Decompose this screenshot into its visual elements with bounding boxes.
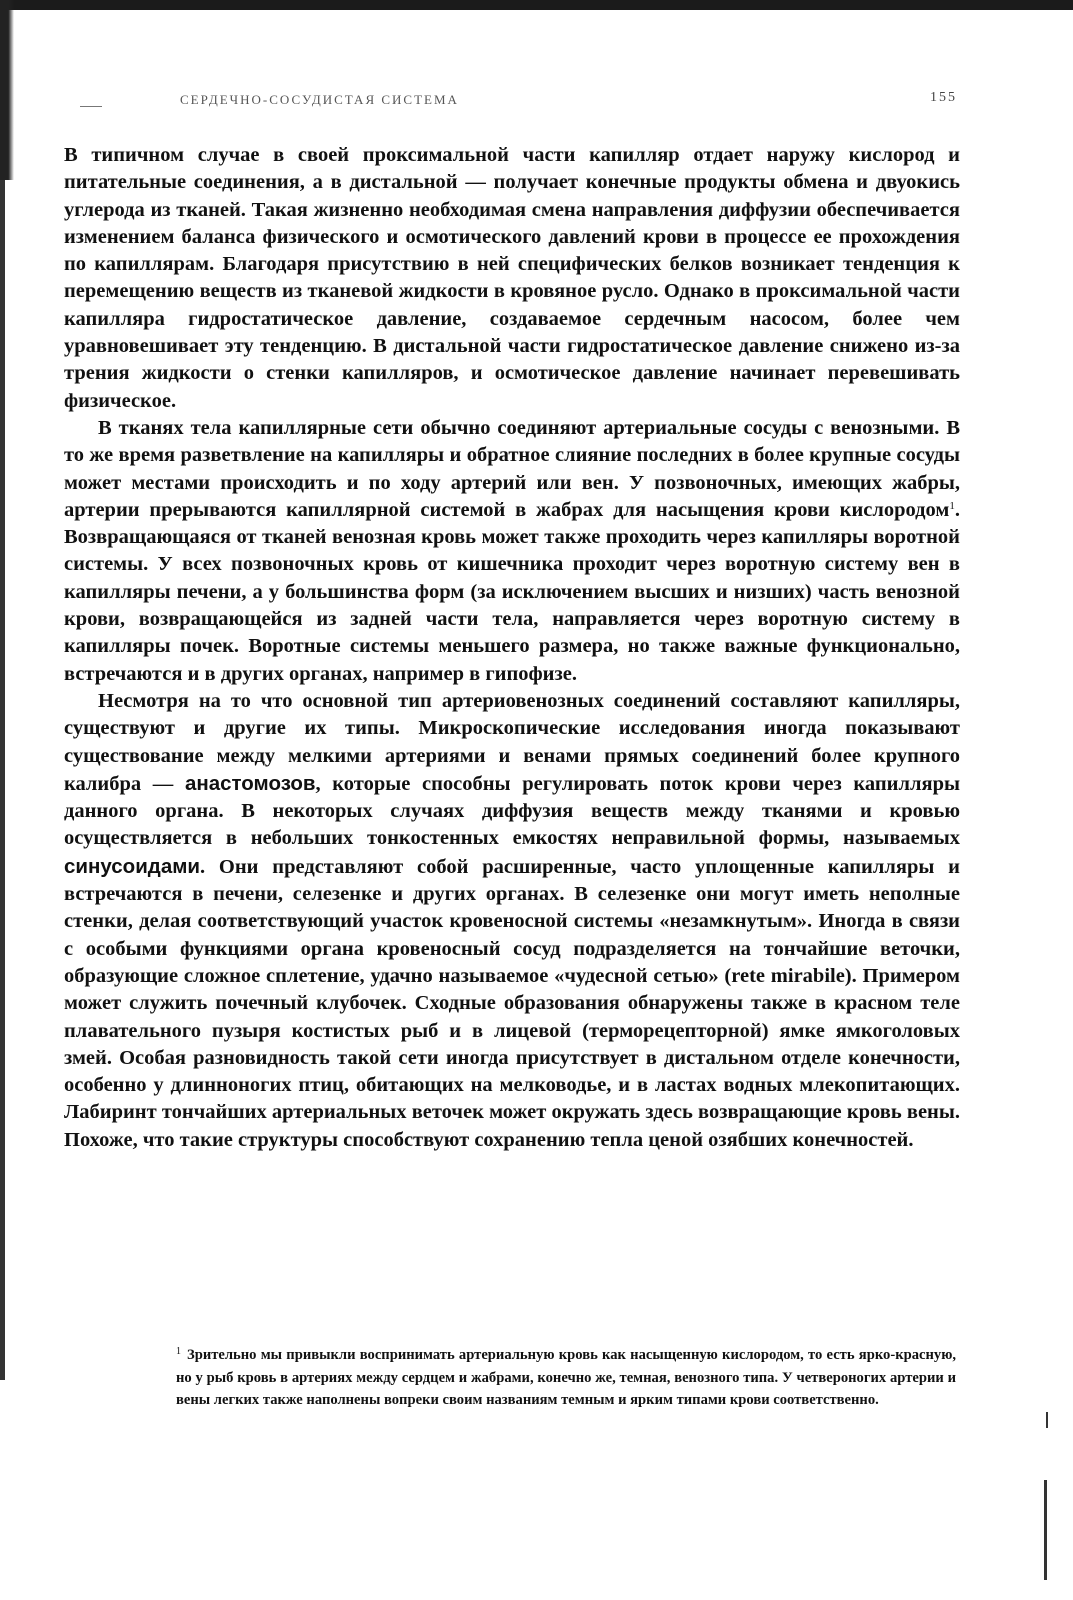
footnote xyxy=(176,1344,956,1412)
paragraph-3-text-a: Несмотря на то что основной тип артериовенозных соединений составляют капилляры, существуют и другие их типы. Микроскопические исследования иногда показывают существование между мелкими артериями и венами прямых соединений более крупного калибра — xyxy=(64,689,960,795)
footnote-marker: 1 xyxy=(176,1346,181,1357)
page-number: 155 xyxy=(930,90,957,105)
header-rule xyxy=(80,106,102,107)
scan-border-top xyxy=(0,0,1073,10)
paragraph-3-text-b: , которые способны регулировать поток крови через капилляры данного органа. В некоторых случаях диффузия веществ между тканями и кровью осуществляется в небольших тонкостенных емкостях неправильной формы, называемых xyxy=(64,772,960,850)
footnote-text: Зрительно мы привыкли воспринимать артериальную кровь как насыщенную кислородом, то есть ярко-красную, но у рыб кровь в артериях между сердцем и жабрами, конечно же, темная, венозного типа. У четвероногих артерии и вены легких также наполнены вопреки своим названиям темным и ярким типами крови соответственно. xyxy=(176,1347,956,1408)
paragraph-3 xyxy=(64,688,960,1154)
scan-artifact xyxy=(1046,1412,1048,1428)
scan-border-left-shadow xyxy=(0,180,5,1380)
paragraph-2 xyxy=(64,415,960,688)
paragraph-2-text-b: . Возвращающаяся от тканей венозная кровь может также проходить через капилляры воротной системы. У всех позвоночных кровь от кишечника проходит через воротную систему вен в капилляры печени, а у большинства форм (за исключением высших и низших) часть венозной крови, возвращающейся из задней части тела, направляется через воротную систему в капилляры почек. Воротные системы меньшего размера, но также важные функционально, встречаются и в других органах, например в гипофизе. xyxy=(64,498,960,685)
paragraph-3-text-c: . Они представляют собой расширенные, часто уплощенные капилляры и встречаются в печени, селезенке и других органах. В селезенке они могут иметь неполные стенки, делая соответствующий участок кровеносной системы «незамкнутым». Иногда в связи с особыми функциями органа кровеносный сосуд подразделяется на тончайшие веточки, образующие сложное сплетение, удачно называемое «чудесной сетью» (rete mirabile). Примером может служить почечный клубочек. Сходные образования обнаружены также в красном теле плавательного пузыря костистых рыб и в лицевой (терморецепторной) ямке ямкоголовых змей. Особая разновидность такой сети иногда присутствует в дистальном отделе конечности, особенно у длинноногих птиц, обитающих на мелководье, и в ластах водных млекопитающих. Лабиринт тончайших артериальных веточек может окружать здесь возвращающие кровь вены. Похоже, что такие структуры способствуют сохранению тепла ценой озябших конечностей. xyxy=(64,855,960,1151)
scan-border-left xyxy=(0,0,14,180)
footnote-reference[interactable]: 1 xyxy=(949,499,955,512)
term-anastomoses: анастомозов xyxy=(184,771,316,795)
running-head: СЕРДЕЧНО-СОСУДИСТАЯ СИСТЕМА xyxy=(180,92,459,107)
paragraph-2-text-a: В тканях тела капиллярные сети обычно соединяют артериальные сосуды с венозными. В то же время разветвление на капилляры и обратное слияние последних в более крупные сосуды может местами происходить и по ходу артерий или вен. У позвоночных, имеющих жабры, артерии прерываются капиллярной системой в жабрах для насыщения крови кислородом xyxy=(64,416,960,521)
paragraph-1: В типичном случае в своей проксимальной части капилляр отдает наружу кислород и питательные соединения, а в дистальной — получает конечные продукты обмена и двуокись углерода из тканей. Такая жизненно необходимая смена направления диффузии обеспечивается изменением баланса физического и осмотического давлений крови в процессе ее прохождения по капиллярам. Благодаря присутствию в ней специфических белков возникает тенденция к перемещению веществ из тканевой жидкости в кровяное русло. Однако в проксимальной части капилляра гидростатическое давление, создаваемое сердечным насосом, более чем уравновешивает эту тенденцию. В дистальной части гидростатическое давление снижено из-за трения жидкости о стенки капилляров, и осмотическое давление начинает перевешивать физическое. xyxy=(64,144,960,412)
scan-artifact xyxy=(1044,1480,1047,1580)
term-sinusoids: синусоидами xyxy=(64,854,200,878)
main-text xyxy=(64,142,960,1154)
